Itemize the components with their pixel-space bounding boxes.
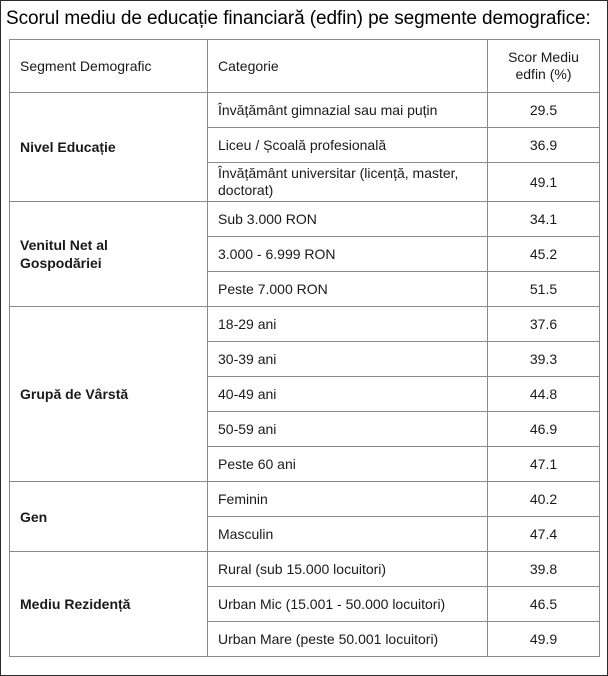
score-cell: 40.2: [488, 482, 600, 517]
score-cell: 49.9: [488, 622, 600, 657]
table-header-row: [10, 40, 600, 93]
category-cell: Masculin: [208, 517, 488, 552]
header-score: [488, 40, 600, 93]
category-cell: Peste 60 ani: [208, 447, 488, 482]
header-segment: Segment Demografic: [10, 40, 208, 93]
category-cell: Feminin: [208, 482, 488, 517]
category-cell: Liceu / Școală profesională: [208, 128, 488, 163]
score-cell: 47.1: [488, 447, 600, 482]
score-cell: 47.4: [488, 517, 600, 552]
segment-name: Nivel Educație: [10, 93, 208, 202]
header-category: Categorie: [208, 40, 488, 93]
segment-name: Gen: [10, 482, 208, 552]
table-row: [10, 93, 600, 128]
segment-name: Grupă de Vârstă: [10, 307, 208, 482]
category-cell: Peste 7.000 RON: [208, 272, 488, 307]
score-cell: 49.1: [488, 163, 600, 202]
category-cell: Învățământ universitar (licență, master, doctorat): [208, 163, 488, 202]
category-cell: 30-39 ani: [208, 342, 488, 377]
category-cell: 18-29 ani: [208, 307, 488, 342]
document-title: Scorul mediu de educație financiară (edfin) pe segmente demografice:: [6, 8, 591, 29]
score-cell: 29.5: [488, 93, 600, 128]
score-cell: 37.6: [488, 307, 600, 342]
header-score-line1: Scor Mediu: [508, 49, 579, 65]
segment-name: Venitul Net al Gospodăriei: [10, 202, 208, 307]
category-cell: 3.000 - 6.999 RON: [208, 237, 488, 272]
score-cell: 45.2: [488, 237, 600, 272]
category-cell: Urban Mic (15.001 - 50.000 locuitori): [208, 587, 488, 622]
header-score-line2: edfin (%): [515, 66, 572, 82]
table-row: [10, 482, 600, 517]
score-cell: 39.8: [488, 552, 600, 587]
table-row: [10, 202, 600, 237]
category-cell: Învățământ gimnazial sau mai puțin: [208, 93, 488, 128]
demographic-score-table: [9, 39, 600, 657]
category-cell: 40-49 ani: [208, 377, 488, 412]
table-row: [10, 307, 600, 342]
table-body: [10, 93, 600, 657]
score-cell: 51.5: [488, 272, 600, 307]
score-cell: 34.1: [488, 202, 600, 237]
category-cell: Rural (sub 15.000 locuitori): [208, 552, 488, 587]
segment-name: Mediu Rezidență: [10, 552, 208, 657]
table-row: [10, 552, 600, 587]
score-cell: 44.8: [488, 377, 600, 412]
category-cell: Sub 3.000 RON: [208, 202, 488, 237]
category-cell: Urban Mare (peste 50.001 locuitori): [208, 622, 488, 657]
score-cell: 46.9: [488, 412, 600, 447]
score-cell: 39.3: [488, 342, 600, 377]
score-cell: 36.9: [488, 128, 600, 163]
score-cell: 46.5: [488, 587, 600, 622]
category-cell: 50-59 ani: [208, 412, 488, 447]
